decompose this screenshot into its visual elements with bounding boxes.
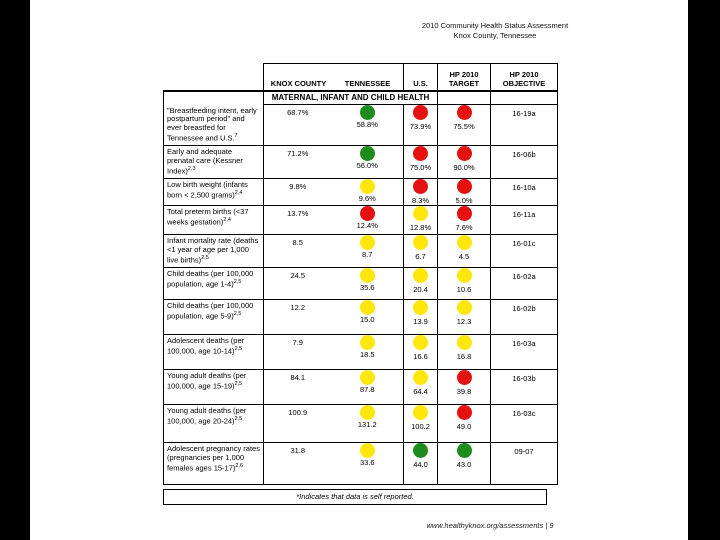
- status-dot-us: [413, 335, 428, 350]
- indicator-row: [164, 179, 558, 206]
- status-dot-target: [457, 443, 472, 458]
- knox-tennessee-cell: [264, 405, 404, 443]
- status-dot-target: [457, 206, 472, 221]
- status-dot-target: [457, 268, 472, 283]
- knox-county-value: 12.2: [290, 303, 306, 313]
- us-value: 64.4: [413, 387, 428, 397]
- target-value: 43.0: [456, 460, 472, 470]
- tennessee-cell: [332, 235, 403, 260]
- indicator-row: [164, 443, 558, 485]
- target-cell: [438, 206, 491, 235]
- target-value: 10.6: [456, 285, 472, 295]
- tennessee-value: 15.0: [359, 315, 375, 325]
- us-value: 13.9: [413, 317, 428, 327]
- status-dot-target: [457, 179, 472, 194]
- target-value: 5.0%: [455, 196, 473, 206]
- status-dot-us: [413, 206, 428, 221]
- footnote-reference: 2,5: [233, 279, 242, 286]
- table-body: [164, 105, 558, 485]
- indicator-label: Early and adequate prenatal care (Kessner Index)$^{2,3}$: [164, 146, 264, 179]
- knox-county-value: 31.8: [290, 446, 306, 456]
- footnote-reference: 2,5: [233, 311, 242, 318]
- knox-county-value: 24.5: [290, 271, 306, 281]
- tennessee-cell: [332, 105, 403, 130]
- target-cell: [438, 335, 491, 370]
- footnote-reference: 2,6: [235, 463, 244, 470]
- target-value: 90.0%: [453, 163, 475, 173]
- tennessee-value: 87.8: [359, 385, 375, 395]
- knox-tennessee-cell: [264, 370, 404, 405]
- status-dot-us: [413, 105, 428, 120]
- knox-county-value: 13.7%: [287, 209, 309, 219]
- objective-code: 16-06b: [491, 146, 558, 179]
- tennessee-cell: [332, 443, 403, 468]
- objective-code: 16-10a: [491, 179, 558, 206]
- section-header-row: [164, 91, 558, 105]
- knox-county-value: 7.9: [292, 338, 303, 348]
- us-cell: [404, 105, 438, 146]
- status-dot-us: [413, 146, 428, 161]
- indicator-label: Young adult deaths (per 100,000, age 20-24)$^{2,5}$: [164, 405, 264, 443]
- status-dot-us: [413, 370, 428, 385]
- tennessee-cell: [332, 335, 403, 360]
- status-dot-target: [457, 300, 472, 315]
- status-dot-tennessee: [360, 105, 375, 120]
- indicator-row: [164, 105, 558, 146]
- indicator-row: [164, 335, 558, 370]
- status-dot-us: [413, 235, 428, 250]
- target-value: 49.0: [456, 422, 472, 432]
- target-value: 16.8: [456, 352, 472, 362]
- indicator-row: [164, 235, 558, 268]
- header-knox-tennessee: [264, 64, 404, 91]
- objective-code: 16-03c: [491, 405, 558, 443]
- document-page: [30, 0, 688, 540]
- status-dot-tennessee: [360, 335, 375, 350]
- objective-code: 16-19a: [491, 105, 558, 146]
- status-dot-us: [413, 405, 428, 420]
- us-value: 20.4: [413, 285, 428, 295]
- status-dot-tennessee: [360, 146, 375, 161]
- knox-tennessee-cell: [264, 300, 404, 335]
- footnote-reference: 2,5: [201, 255, 209, 262]
- tennessee-cell: [332, 300, 403, 325]
- status-dot-target: [457, 235, 472, 250]
- status-dot-tennessee: [360, 235, 375, 250]
- us-cell: [404, 335, 438, 370]
- us-value: 100.2: [411, 422, 430, 432]
- status-dot-us: [413, 268, 428, 283]
- knox-county-value: 84.1: [290, 373, 306, 383]
- target-cell: [438, 443, 491, 485]
- indicator-label: Low birth weight (infants born < 2,500 grams)$^{2,4}$: [164, 179, 264, 206]
- target-cell: [438, 300, 491, 335]
- table-header-row: [164, 64, 558, 91]
- status-dot-target: [457, 146, 472, 161]
- knox-county-value: 71.2%: [287, 149, 309, 159]
- us-cell: [404, 443, 438, 485]
- target-cell: [438, 268, 491, 300]
- us-value: 6.7: [415, 252, 426, 262]
- indicator-row: [164, 206, 558, 235]
- target-cell: [438, 405, 491, 443]
- target-cell: [438, 105, 491, 146]
- column-header-hp2010-target: HP 2010 TARGET: [438, 64, 491, 91]
- indicator-row: [164, 268, 558, 300]
- status-dot-tennessee: [360, 405, 375, 420]
- knox-tennessee-cell: [264, 335, 404, 370]
- document-title-line2: Knox County, Tennessee: [453, 31, 537, 41]
- status-dot-target: [457, 370, 472, 385]
- page-footer: [380, 521, 600, 530]
- objective-code: 16-03b: [491, 370, 558, 405]
- target-value: 75.5%: [453, 122, 475, 131]
- tennessee-cell: [332, 268, 403, 293]
- tennessee-value: 56.0%: [356, 161, 378, 171]
- status-dot-us: [413, 300, 428, 315]
- header-empty-cell: [164, 64, 264, 91]
- tennessee-cell: [332, 206, 403, 231]
- objective-code: 09-07: [491, 443, 558, 485]
- tennessee-value: 12.4%: [356, 221, 378, 231]
- us-cell: [404, 405, 438, 443]
- column-header-us: U.S.: [404, 64, 438, 91]
- footer-url: www.healthyknox.org/assessments: [426, 521, 544, 530]
- knox-tennessee-cell: [264, 105, 404, 146]
- target-value: 4.5: [458, 252, 470, 262]
- tennessee-cell: [332, 405, 403, 430]
- tennessee-cell: [332, 146, 403, 171]
- indicator-label: Total preterm births (<37 weeks gestation)$^{2,4}$: [164, 206, 264, 235]
- target-value: 7.6%: [455, 223, 473, 233]
- us-cell: [404, 206, 438, 235]
- tennessee-value: 131.2: [357, 420, 377, 430]
- objective-code: 16-11a: [491, 206, 558, 235]
- us-cell: [404, 268, 438, 300]
- footnote-reference: 2,4: [234, 190, 243, 197]
- knox-tennessee-cell: [264, 235, 404, 268]
- indicator-label: Adolescent deaths (per 100,000, age 10-14)$^{2,5}$: [164, 335, 264, 370]
- knox-county-value: 9.8%: [289, 182, 307, 192]
- us-cell: [404, 179, 438, 206]
- indicator-row: [164, 405, 558, 443]
- status-dot-target: [457, 335, 472, 350]
- indicator-row: [164, 300, 558, 335]
- knox-tennessee-cell: [264, 443, 404, 485]
- tennessee-value: 33.6: [359, 458, 375, 468]
- target-value: 39.8: [456, 387, 472, 397]
- footnote-reference: 2,4: [223, 217, 231, 224]
- target-cell: [438, 370, 491, 405]
- indicator-label: Young adult deaths (per 100,000, age 15-19)$^{2,5}$: [164, 370, 264, 405]
- us-cell: [404, 146, 438, 179]
- footnote-reference: 2,5: [234, 381, 243, 388]
- knox-county-value: 8.5: [292, 238, 303, 248]
- knox-tennessee-cell: [264, 179, 404, 206]
- footnote-reference: 2,5: [234, 416, 243, 423]
- tennessee-value: 35.6: [359, 283, 375, 293]
- indicator-label: Infant mortality rate (deaths <1 year of age per 1,000 live births)$^{2,5}$: [164, 235, 264, 268]
- status-dot-us: [413, 179, 428, 194]
- target-cell: [438, 146, 491, 179]
- us-value: 44.0: [413, 460, 428, 470]
- tennessee-value: 8.7: [362, 250, 373, 260]
- status-dot-tennessee: [360, 370, 375, 385]
- target-value: 12.3: [456, 317, 472, 327]
- footnote-box: [163, 489, 547, 505]
- knox-county-value: 68.7%: [287, 108, 309, 117]
- indicator-row: [164, 146, 558, 179]
- status-dot-tennessee: [360, 179, 375, 194]
- tennessee-cell: [332, 179, 403, 204]
- column-header-knox-county: KNOX COUNTY: [270, 78, 327, 88]
- target-cell: [438, 235, 491, 268]
- indicator-label: "Breastfeeding intent, early postpartum period" and ever breastfed for Tennessee and U.S.$^7$: [164, 105, 264, 146]
- objective-code: 16-02b: [491, 300, 558, 335]
- column-header-tennessee: TENNESSEE: [344, 78, 391, 88]
- footnote-text: *Indicates that data is self reported.: [296, 492, 414, 501]
- footnote-reference: 2,3: [187, 166, 196, 173]
- us-cell: [404, 235, 438, 268]
- us-value: 73.9%: [409, 122, 432, 131]
- document-title-line1: 2010 Community Health Status Assessment: [421, 21, 569, 30]
- us-cell: [404, 370, 438, 405]
- status-dot-tennessee: [360, 268, 375, 283]
- footnote-reference: 7: [234, 133, 238, 140]
- status-dot-target: [457, 405, 472, 420]
- us-value: 8.3%: [411, 196, 430, 206]
- knox-county-value: 100.9: [288, 408, 308, 418]
- us-cell: [404, 300, 438, 335]
- footnote-reference: 2,5: [234, 346, 243, 353]
- knox-tennessee-cell: [264, 146, 404, 179]
- indicator-label: Child deaths (per 100,000 population, age 5-9)$^{2,5}$: [164, 300, 264, 335]
- health-indicators-table: [163, 63, 558, 485]
- status-dot-tennessee: [360, 300, 375, 315]
- column-header-hp2010-objective: HP 2010 OBJECTIVE: [491, 64, 558, 91]
- indicator-label: Child deaths (per 100,000 population, age 1-4)$^{2,5}$: [164, 268, 264, 300]
- indicator-row: [164, 370, 558, 405]
- status-dot-tennessee: [360, 206, 375, 221]
- status-dot-target: [457, 105, 472, 120]
- us-value: 75.0%: [409, 163, 432, 173]
- objective-code: 16-03a: [491, 335, 558, 370]
- document-header: [385, 21, 605, 41]
- target-cell: [438, 179, 491, 206]
- knox-tennessee-cell: [264, 268, 404, 300]
- section-title: MATERNAL, INFANT AND CHILD HEALTH: [264, 91, 438, 105]
- objective-code: 16-02a: [491, 268, 558, 300]
- objective-code: 16-01c: [491, 235, 558, 268]
- status-dot-tennessee: [360, 443, 375, 458]
- section-empty-cell: [164, 91, 264, 105]
- indicator-label: Adolescent pregnancy rates (pregnancies per 1,000 females ages 15-17)$^{2,6}$: [164, 443, 264, 485]
- knox-tennessee-cell: [264, 206, 404, 235]
- tennessee-value: 18.5: [359, 350, 375, 360]
- footer-page-number: | 9: [545, 521, 554, 530]
- tennessee-cell: [332, 370, 403, 395]
- tennessee-value: 9.6%: [358, 194, 376, 204]
- us-value: 12.8%: [409, 223, 432, 233]
- tennessee-value: 58.8%: [356, 120, 378, 129]
- us-value: 16.6: [413, 352, 428, 362]
- status-dot-us: [413, 443, 428, 458]
